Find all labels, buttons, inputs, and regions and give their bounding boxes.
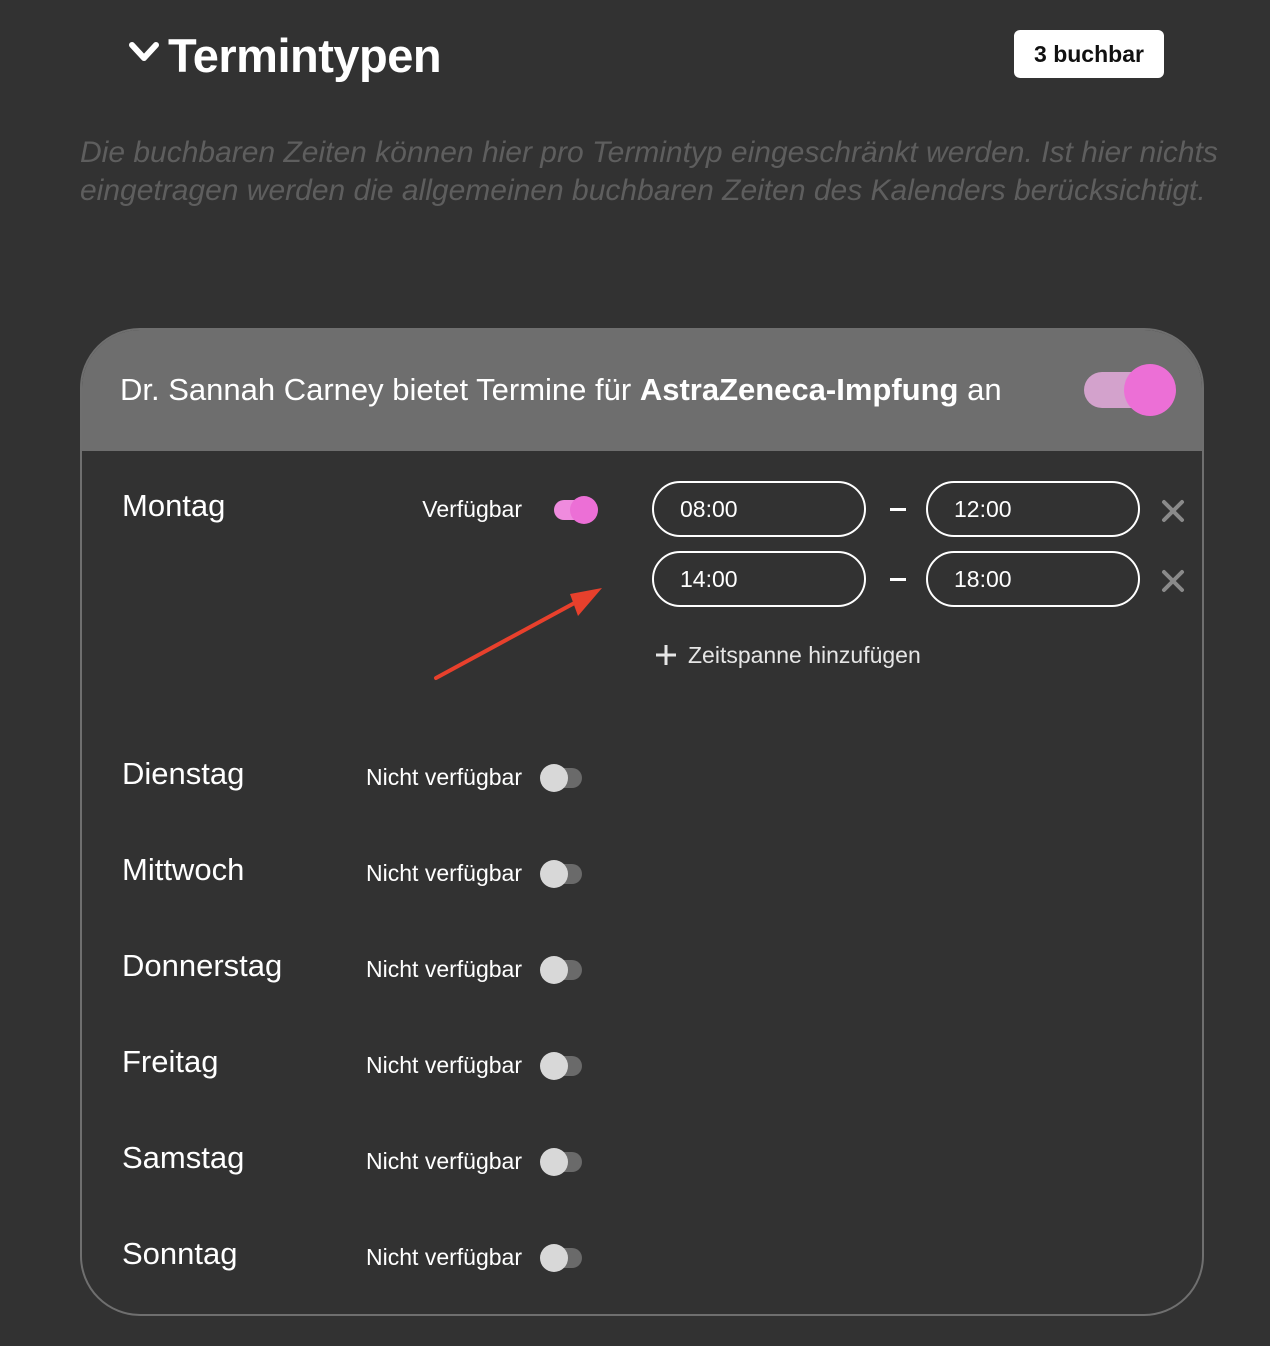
toggle-knob [540,1052,568,1080]
day-toggle-tuesday[interactable] [540,762,584,794]
day-toggle-wednesday[interactable] [540,858,584,890]
day-status-sunday: Nicht verfügbar [366,1244,522,1270]
card-header-suffix: an [958,372,1002,407]
toggle-knob [540,860,568,888]
day-toggle-monday[interactable] [554,494,600,526]
card-header [82,330,1202,451]
day-toggle-sunday[interactable] [540,1242,584,1274]
toggle-knob [540,1244,568,1272]
day-label-sunday: Sonntag [122,1236,238,1271]
day-label-wednesday: Mittwoch [122,852,245,887]
section-description: Die buchbaren Zeiten können hier pro Termintyp eingeschränkt werden. Ist hier nichts eingetragen werden die allgemeinen buchbaren Zeiten des Kalenders berücksichtigt. [80,136,1218,207]
toggle-knob [570,496,598,524]
plus-icon [654,643,678,667]
card-header-prefix: Dr. Sannah Carney bietet Termine für [120,372,640,407]
toggle-knob [540,956,568,984]
day-toggle-saturday[interactable] [540,1146,584,1178]
day-label-thursday: Donnerstag [122,948,283,983]
toggle-knob [1124,364,1176,416]
add-time-range-label: Zeitspanne hinzufügen [688,642,921,668]
day-status-tuesday: Nicht verfügbar [366,764,522,790]
range-1-from-input[interactable] [652,481,866,537]
close-icon[interactable] [1160,498,1186,524]
day-status-saturday: Nicht verfügbar [366,1148,522,1174]
day-toggle-thursday[interactable] [540,954,584,986]
day-label-monday: Montag [122,488,226,523]
service-enabled-toggle[interactable] [1084,364,1178,416]
add-time-range-button[interactable] [654,640,921,670]
appointment-type-card [80,328,1204,1316]
arrow-annotation [430,580,610,686]
range-1-to-input[interactable] [926,481,1140,537]
day-status-monday: Verfügbar [422,496,522,522]
range-2-from-input[interactable] [652,551,866,607]
toggle-knob [540,764,568,792]
day-label-tuesday: Dienstag [122,756,245,791]
day-label-saturday: Samstag [122,1140,245,1175]
card-header-text [120,370,1002,410]
toggle-knob [540,1148,568,1176]
day-label-friday: Freitag [122,1044,219,1079]
bookable-count-badge: 3 buchbar [1014,30,1164,78]
range-2-to-input[interactable] [926,551,1140,607]
day-toggle-friday[interactable] [540,1050,584,1082]
range-separator [890,508,906,511]
day-status-wednesday: Nicht verfügbar [366,860,522,886]
range-separator [890,578,906,581]
service-name: AstraZeneca-Impfung [639,372,959,407]
section-title: Termintypen [168,29,442,82]
chevron-down-icon[interactable] [128,40,160,64]
day-status-friday: Nicht verfügbar [366,1052,522,1078]
close-icon[interactable] [1160,568,1186,594]
day-status-thursday: Nicht verfügbar [366,956,522,982]
